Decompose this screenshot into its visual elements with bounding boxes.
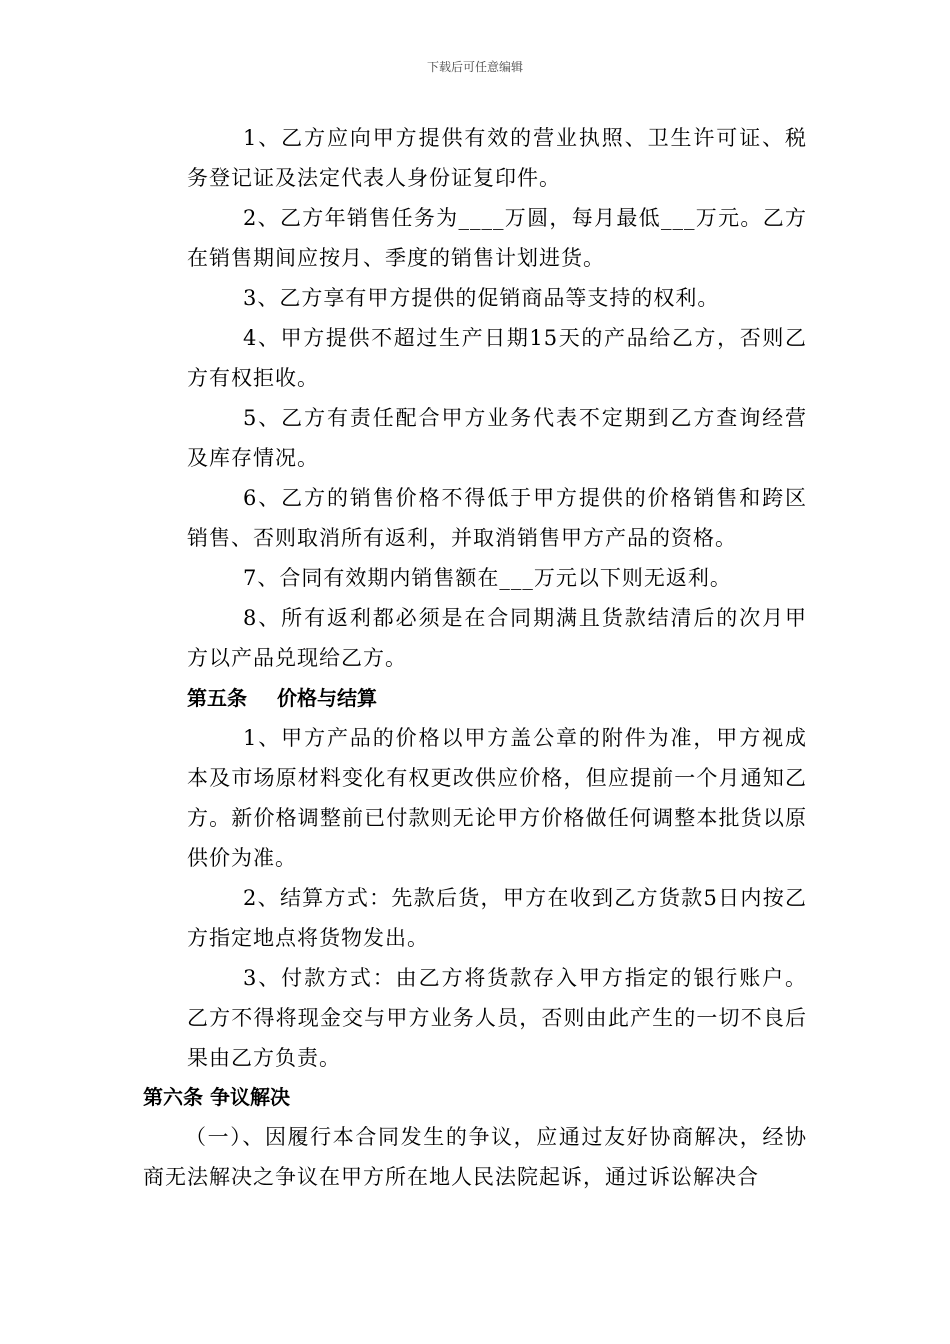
clause-item: 2、乙方年销售任务为____万圆，每月最低___万元。乙方在销售期间应按月、季度的销售计划进货。	[187, 206, 807, 270]
clause-item: 1、乙方应向甲方提供有效的营业执照、卫生许可证、税务登记证及法定代表人身份证复印件。	[187, 126, 807, 190]
clause-item: 3、付款方式：由乙方将货款存入甲方指定的银行账户。乙方不得将现金交与甲方业务人员，否则由此产生的一切不良后果由乙方负责。	[187, 966, 807, 1070]
article-6-block	[143, 1077, 807, 1197]
page-header: 下载后可任意编辑	[426, 60, 523, 74]
clause-item: 1、甲方产品的价格以甲方盖公章的附件为准，甲方视成本及市场原材料变化有权更改供应价格，但应提前一个月通知乙方。新价格调整前已付款则无论甲方价格做任何调整本批货以原供价为准。	[187, 726, 807, 870]
article-number: 第五条	[187, 686, 247, 710]
clause-item: 3、乙方享有甲方提供的促销商品等支持的权利。	[243, 286, 720, 310]
document-body	[187, 118, 807, 1078]
clause-item: 7、合同有效期内销售额在___万元以下则无返利。	[243, 566, 732, 590]
clause-item: 5、乙方有责任配合甲方业务代表不定期到乙方查询经营及库存情况。	[187, 406, 807, 470]
clause-item: （一）、因履行本合同发生的争议，应通过友好协商解决，经协商无法解决之争议在甲方所在地人民法院起诉，通过诉讼解决合	[143, 1125, 807, 1189]
article-title: 价格与结算	[277, 686, 377, 710]
article-heading-6: 第六条 争议解决	[143, 1085, 290, 1109]
clause-item: 2、结算方式：先款后货，甲方在收到乙方货款5日内按乙方指定地点将货物发出。	[187, 886, 807, 950]
clause-item: 8、所有返利都必须是在合同期满且货款结清后的次月甲方以产品兑现给乙方。	[187, 606, 807, 670]
article-heading-5	[187, 678, 807, 718]
clause-item: 6、乙方的销售价格不得低于甲方提供的价格销售和跨区销售、否则取消所有返利，并取消销售甲方产品的资格。	[187, 486, 807, 550]
clause-item: 4、甲方提供不超过生产日期15天的产品给乙方，否则乙方有权拒收。	[187, 326, 807, 390]
